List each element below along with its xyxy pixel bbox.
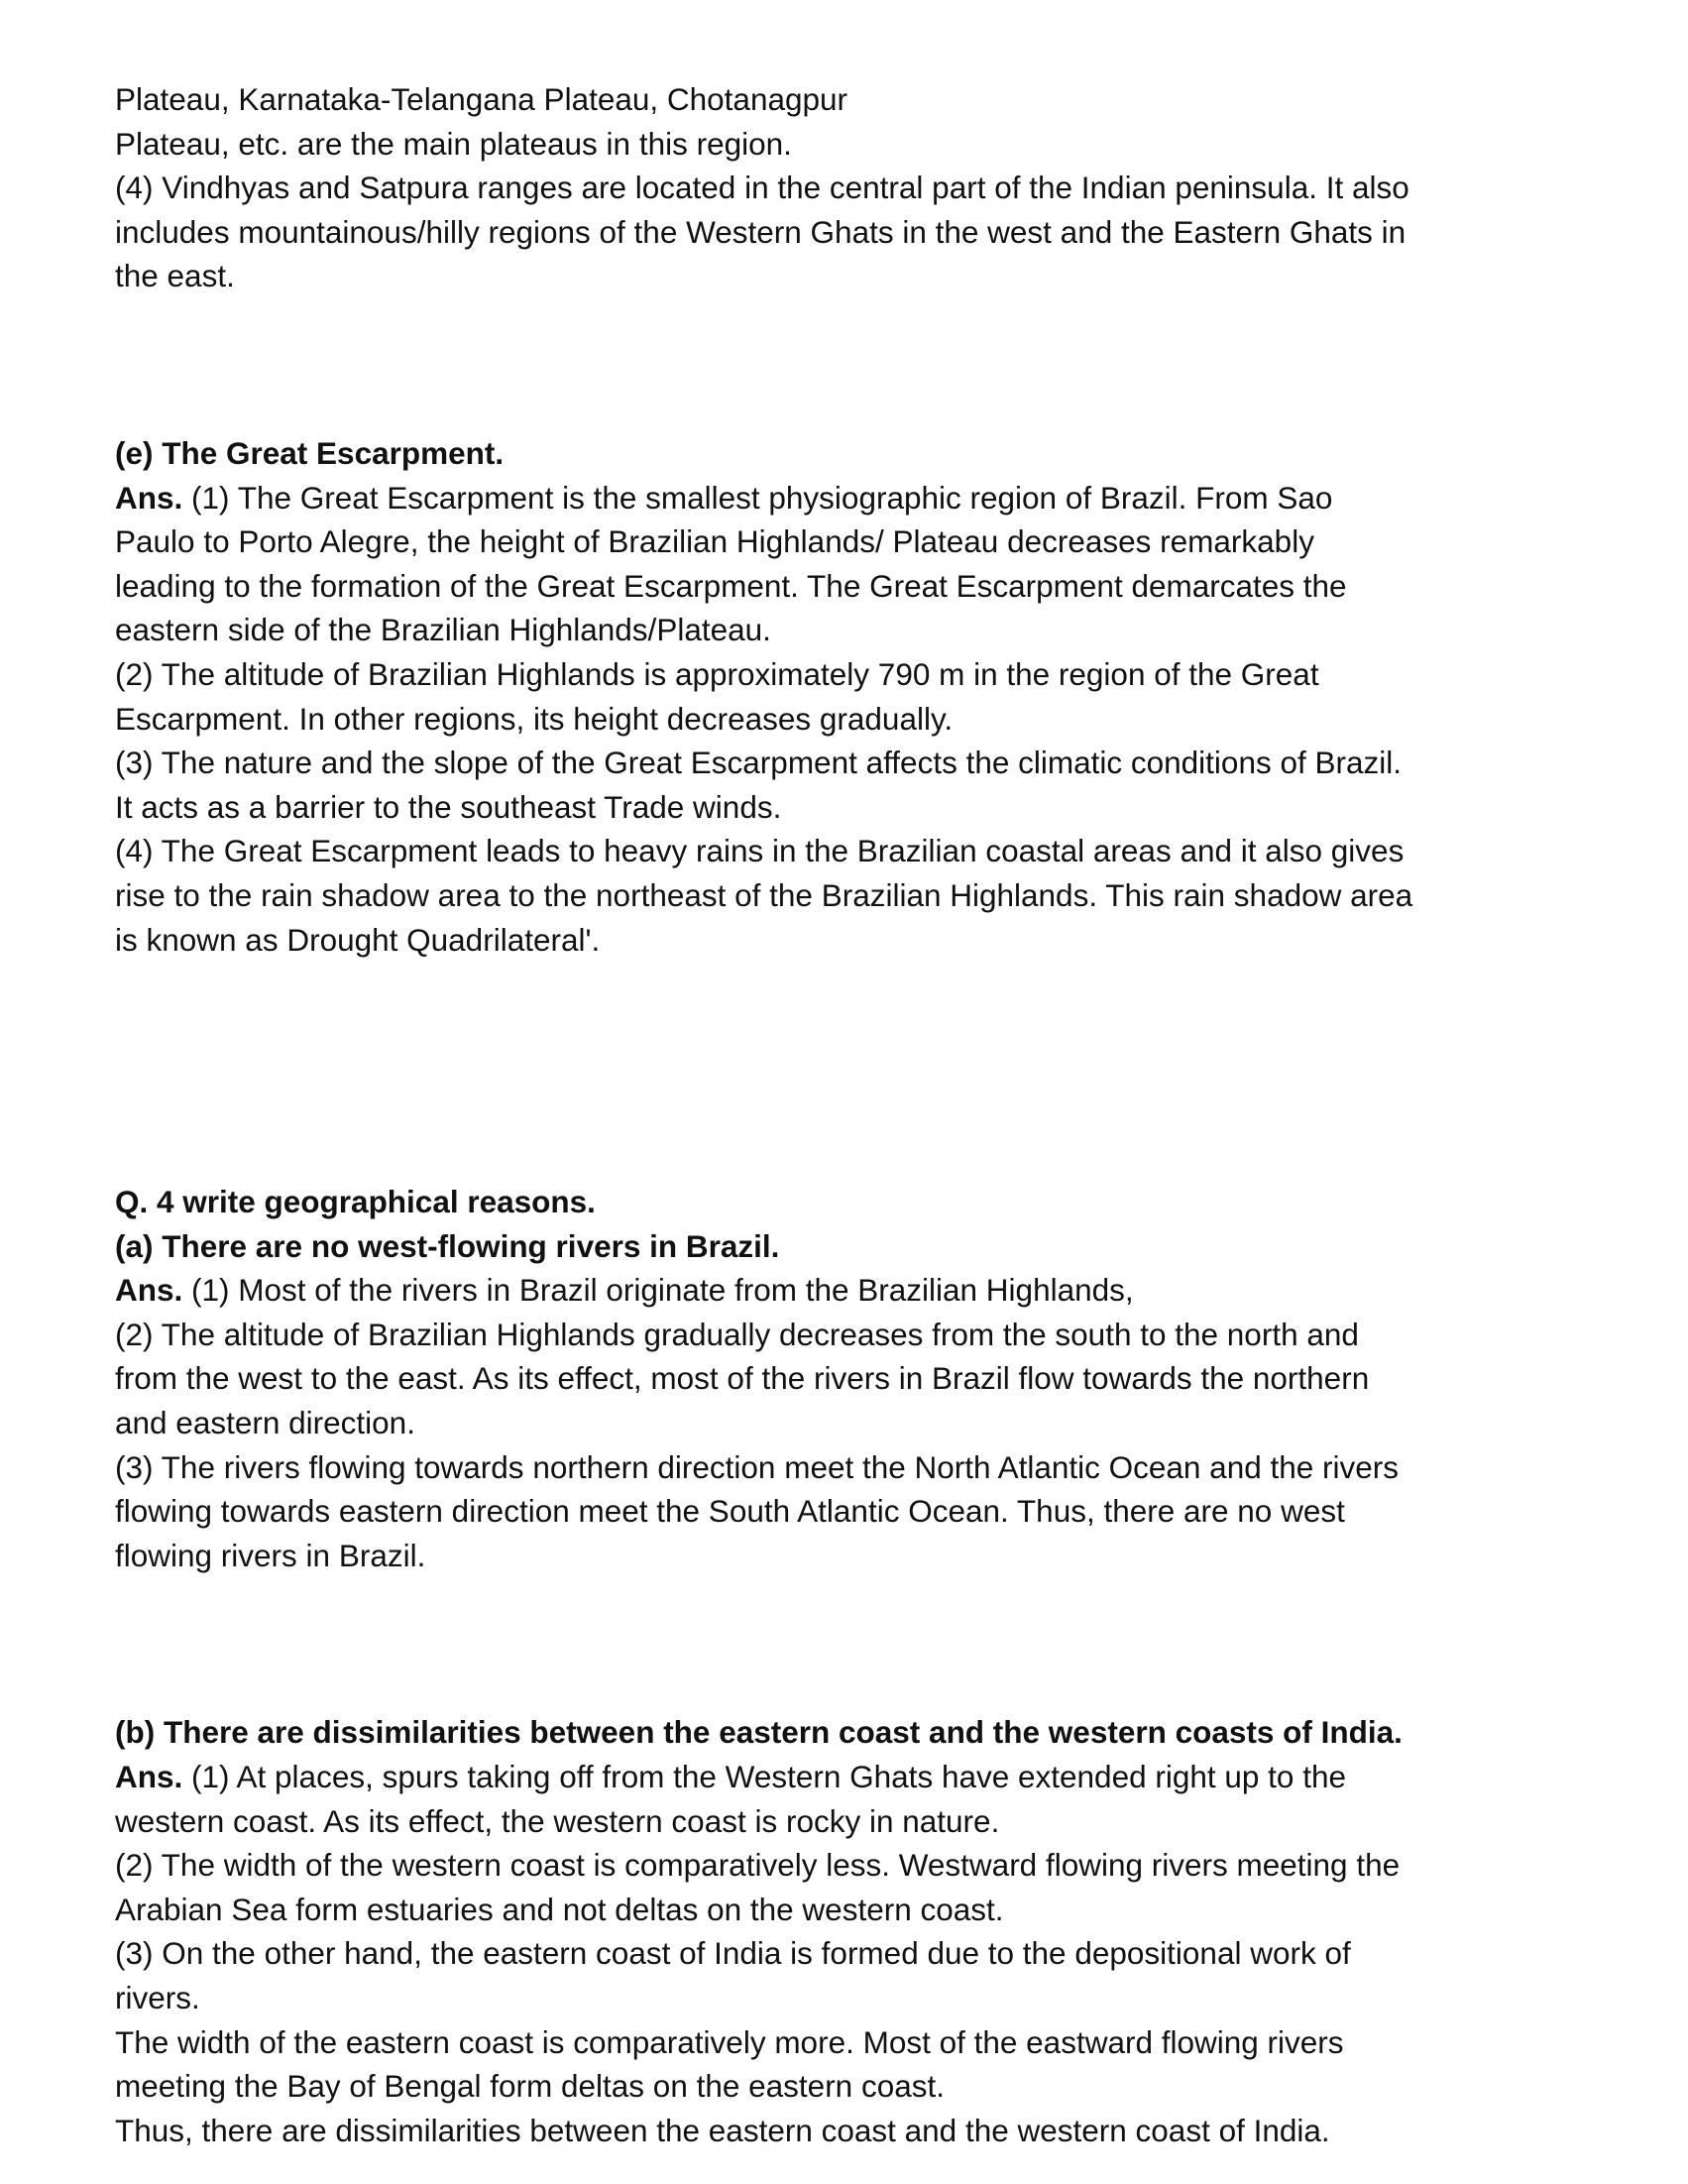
text-line: from the west to the east. As its effect, most of the rivers in Brazil flow towards the northern	[115, 1360, 1370, 1397]
text-line: flowing rivers in Brazil.	[115, 1537, 426, 1573]
answer-first-line	[115, 1268, 1582, 1313]
text-line: It acts as a barrier to the southeast Trade winds.	[115, 788, 782, 825]
text-line: includes mountainous/hilly regions of the Western Ghats in the west and the Eastern Ghats in	[115, 213, 1407, 250]
text-line: and eastern direction.	[115, 1405, 415, 1441]
text-line: rise to the rain shadow area to the northeast of the Brazilian Highlands. This rain shadow area	[115, 876, 1413, 913]
answer-text: (1) At places, spurs taking off from the Western Ghats have extended right up to the	[182, 1759, 1346, 1795]
answer-text: (1) Most of the rivers in Brazil originate from the Brazilian Highlands,	[182, 1272, 1134, 1309]
text-line: (3) The nature and the slope of the Great Escarpment affects the climatic conditions of Brazil.	[115, 745, 1403, 781]
text-line: is known as Drought Quadrilateral'.	[115, 921, 601, 958]
text-line: The width of the eastern coast is comparatively more. Most of the eastward flowing rivers	[115, 2023, 1344, 2060]
text-line: (2) The altitude of Brazilian Highlands is approximately 790 m in the region of the Great	[115, 655, 1319, 692]
text-line: (4) Vindhyas and Satpura ranges are located in the central part of the Indian peninsula. It also	[115, 170, 1409, 206]
intro-paragraph	[115, 77, 1582, 298]
text-line: Arabian Sea form estuaries and not deltas on the western coast.	[115, 1891, 1004, 1927]
section-heading: (a) There are no west-flowing rivers in Brazil.	[115, 1227, 780, 1264]
text-line: leading to the formation of the Great Escarpment. The Great Escarpment demarcates the	[115, 567, 1347, 604]
text-line: rivers.	[115, 1980, 200, 2015]
text-line: the east.	[115, 258, 235, 294]
ans-label: Ans.	[115, 1759, 183, 1795]
answer-text: (1) The Great Escarpment is the smallest physiographic region of Brazil. From Sao	[182, 479, 1333, 516]
text-line: (2) The altitude of Brazilian Highlands gradually decreases from the south to the north and	[115, 1316, 1359, 1352]
text-line: (3) The rivers flowing towards northern direction meet the North Atlantic Ocean and the rivers	[115, 1448, 1400, 1485]
answer-first-line	[115, 476, 1582, 520]
text-line: western coast. As its effect, the western coast is rocky in nature.	[115, 1802, 1000, 1839]
document-page	[115, 77, 1582, 2152]
question-heading: Q. 4 write geographical reasons.	[115, 1184, 596, 1220]
ans-label: Ans.	[115, 479, 183, 516]
text-line: flowing towards eastern direction meet the South Atlantic Ocean. Thus, there are no west	[115, 1493, 1345, 1530]
text-line: Paulo to Porto Alegre, the height of Brazilian Highlands/ Plateau decreases remarkably	[115, 523, 1314, 560]
text-line: (4) The Great Escarpment leads to heavy rains in the Brazilian coastal areas and it also gives	[115, 833, 1405, 869]
text-line: Plateau, etc. are the main plateaus in this region.	[115, 125, 792, 162]
text-line: Escarpment. In other regions, its height decreases gradually.	[115, 700, 954, 737]
text-line: Thus, there are dissimilarities between the eastern coast and the western coast of India.	[115, 2112, 1330, 2148]
section-heading: (e) The Great Escarpment.	[115, 434, 505, 471]
text-line: eastern side of the Brazilian Highlands/Plateau.	[115, 612, 771, 648]
text-line: (3) On the other hand, the eastern coast of India is formed due to the depositional work of	[115, 1935, 1351, 1972]
section-heading: (b) There are dissimilarities between the eastern coast and the western coasts of India.	[115, 1714, 1403, 1751]
section-great-escarpment	[115, 431, 1582, 962]
text-line: Plateau, Karnataka-Telangana Plateau, Chotanagpur	[115, 81, 848, 117]
section-q4	[115, 1180, 1582, 1577]
text-line: meeting the Bay of Bengal form deltas on the eastern coast.	[115, 2068, 945, 2105]
text-line: (2) The width of the western coast is comparatively less. Westward flowing rivers meeting the	[115, 1847, 1401, 1884]
answer-first-line	[115, 1755, 1582, 1799]
ans-label: Ans.	[115, 1272, 183, 1309]
section-coasts	[115, 1710, 1582, 2152]
